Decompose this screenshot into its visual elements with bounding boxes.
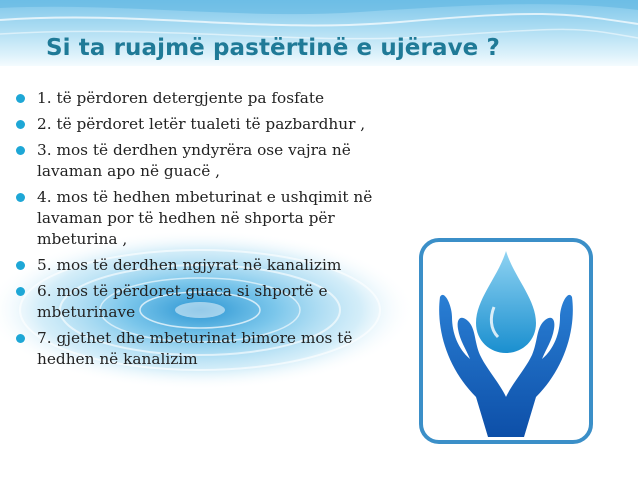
list-item-text: 2. të përdoret letër tualeti të pazbardhur , <box>37 115 366 133</box>
water-drop-hands-icon <box>418 237 594 445</box>
list-item-text: 5. mos të derdhen ngjyrat në kanalizim <box>37 256 342 274</box>
bullet-dot-icon <box>16 287 25 296</box>
list-item-text: 4. mos të hedhen mbeturinat e ushqimit në lavaman por të hedhen në shporta për mbeturina , <box>37 188 373 248</box>
bullet-dot-icon <box>16 94 25 103</box>
list-item-text: 1. të përdoren detergjente pa fosfate <box>37 89 325 107</box>
list-item <box>14 255 394 276</box>
list-item <box>14 114 394 135</box>
bullet-dot-icon <box>16 193 25 202</box>
list-item-text: 6. mos të përdoret guaca si shportë e mbeturinave <box>37 282 328 321</box>
bullet-dot-icon <box>16 261 25 270</box>
bullet-dot-icon <box>16 120 25 129</box>
bullet-list <box>14 88 394 375</box>
list-item <box>14 328 394 370</box>
list-item-text: 3. mos të derdhen yndyrëra ose vajra në lavaman apo në guacë , <box>37 141 351 180</box>
list-item <box>14 88 394 109</box>
list-item <box>14 187 394 250</box>
list-item <box>14 281 394 323</box>
list-item <box>14 140 394 182</box>
list-item-text: 7. gjethet dhe mbeturinat bimore mos të hedhen në kanalizim <box>37 329 353 368</box>
slide-title: Si ta ruajmë pastërtinë e ujërave ? <box>46 35 500 61</box>
bullet-dot-icon <box>16 146 25 155</box>
bullet-dot-icon <box>16 334 25 343</box>
